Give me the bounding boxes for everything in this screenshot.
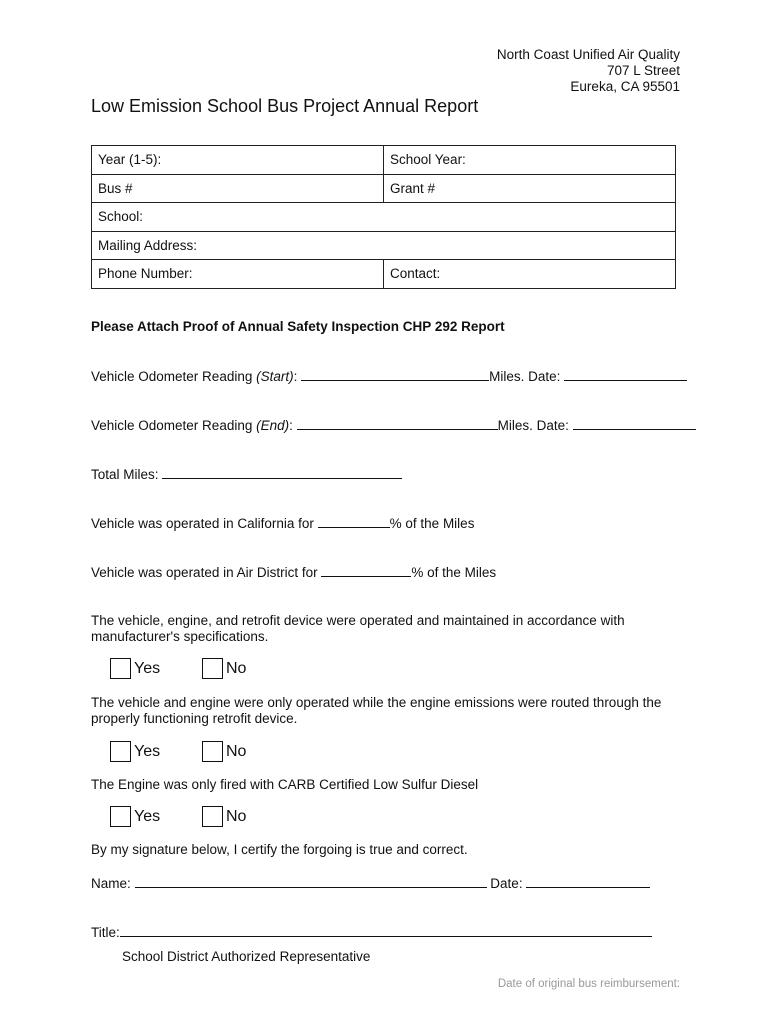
question-3-yes-label: Yes	[134, 807, 161, 825]
question-1-no-checkbox[interactable]	[202, 658, 223, 679]
odometer-end-input[interactable]	[297, 417, 498, 430]
organization-address	[497, 47, 680, 95]
question-3-no[interactable]	[202, 806, 246, 827]
school-field[interactable]: School:	[92, 203, 676, 232]
name-input[interactable]	[135, 875, 487, 888]
odometer-end-colon: :	[289, 418, 293, 433]
year-field[interactable]: Year (1-5):	[92, 146, 384, 175]
info-table	[91, 145, 676, 289]
odometer-start-miles-label: Miles. Date:	[489, 369, 561, 384]
odometer-end-row	[91, 417, 696, 433]
air-district-label: Vehicle was operated in Air District for	[91, 565, 318, 580]
question-2-no-checkbox[interactable]	[202, 741, 223, 762]
date-label: Date:	[490, 876, 523, 891]
org-city: Eureka, CA 95501	[570, 79, 680, 94]
question-1-yes-checkbox[interactable]	[110, 658, 131, 679]
title-row	[91, 924, 652, 940]
odometer-start-colon: :	[293, 369, 298, 384]
odometer-start-date-input[interactable]	[564, 368, 687, 381]
question-1-yes[interactable]	[110, 658, 160, 679]
odometer-end-miles-label: Miles. Date:	[497, 418, 569, 433]
question-3-yes-checkbox[interactable]	[110, 806, 131, 827]
name-label: Name:	[91, 876, 131, 891]
california-row	[91, 515, 474, 531]
question-1-no-label: No	[226, 659, 247, 677]
page-title: Low Emission School Bus Project Annual Report	[91, 96, 479, 116]
title-input[interactable]	[120, 924, 652, 937]
total-miles-row	[91, 466, 402, 482]
question-1-no[interactable]	[202, 658, 246, 679]
air-district-suffix: % of the Miles	[411, 565, 497, 580]
california-suffix: % of the Miles	[389, 516, 475, 531]
question-1-text: The vehicle, engine, and retrofit device were operated and maintained in accordance with manufacturer's specifications.	[91, 613, 625, 644]
bus-number-field[interactable]: Bus #	[92, 174, 384, 203]
question-3-no-label: No	[226, 807, 247, 825]
odometer-start-input[interactable]	[301, 368, 489, 381]
california-percent-input[interactable]	[318, 515, 390, 528]
question-2-yes-checkbox[interactable]	[110, 741, 131, 762]
phone-number-field[interactable]: Phone Number:	[92, 260, 384, 289]
question-2-yes[interactable]	[110, 741, 160, 762]
title-label: Title:	[91, 925, 120, 940]
question-3-no-checkbox[interactable]	[202, 806, 223, 827]
air-district-percent-input[interactable]	[321, 564, 411, 577]
mailing-address-field[interactable]: Mailing Address:	[92, 231, 676, 260]
attach-notice: Please Attach Proof of Annual Safety Inspection CHP 292 Report	[91, 319, 505, 334]
name-date-row	[91, 875, 650, 891]
california-label: Vehicle was operated in California for	[91, 516, 314, 531]
question-1-yes-label: Yes	[134, 659, 161, 677]
total-miles-input[interactable]	[162, 466, 402, 479]
question-3-text: The Engine was only fired with CARB Certified Low Sulfur Diesel	[91, 777, 479, 792]
question-2-text: The vehicle and engine were only operated while the engine emissions were routed through the properly functioning retrofit device.	[91, 695, 662, 726]
odometer-start-label: Vehicle Odometer Reading	[91, 369, 257, 384]
org-name: North Coast Unified Air Quality	[496, 47, 680, 62]
odometer-end-qualifier: (End)	[256, 418, 290, 433]
school-year-field[interactable]: School Year:	[384, 146, 676, 175]
question-2-yes-label: Yes	[134, 742, 161, 760]
org-street: 707 L Street	[606, 63, 680, 78]
total-miles-label: Total Miles:	[91, 467, 159, 482]
grant-number-field[interactable]: Grant #	[384, 174, 676, 203]
odometer-start-row	[91, 368, 687, 384]
representative-caption: School District Authorized Representative	[122, 949, 371, 964]
question-2-no-label: No	[226, 742, 247, 760]
air-district-row	[91, 564, 496, 580]
contact-field[interactable]: Contact:	[384, 260, 676, 289]
date-input[interactable]	[526, 875, 650, 888]
odometer-start-qualifier: (Start)	[256, 369, 294, 384]
question-2-no[interactable]	[202, 741, 246, 762]
odometer-end-date-input[interactable]	[573, 417, 696, 430]
certify-statement: By my signature below, I certify the forgoing is true and correct.	[91, 842, 468, 857]
odometer-end-label: Vehicle Odometer Reading	[91, 418, 257, 433]
question-3-yes[interactable]	[110, 806, 160, 827]
footer-note: Date of original bus reimbursement:	[497, 978, 680, 990]
